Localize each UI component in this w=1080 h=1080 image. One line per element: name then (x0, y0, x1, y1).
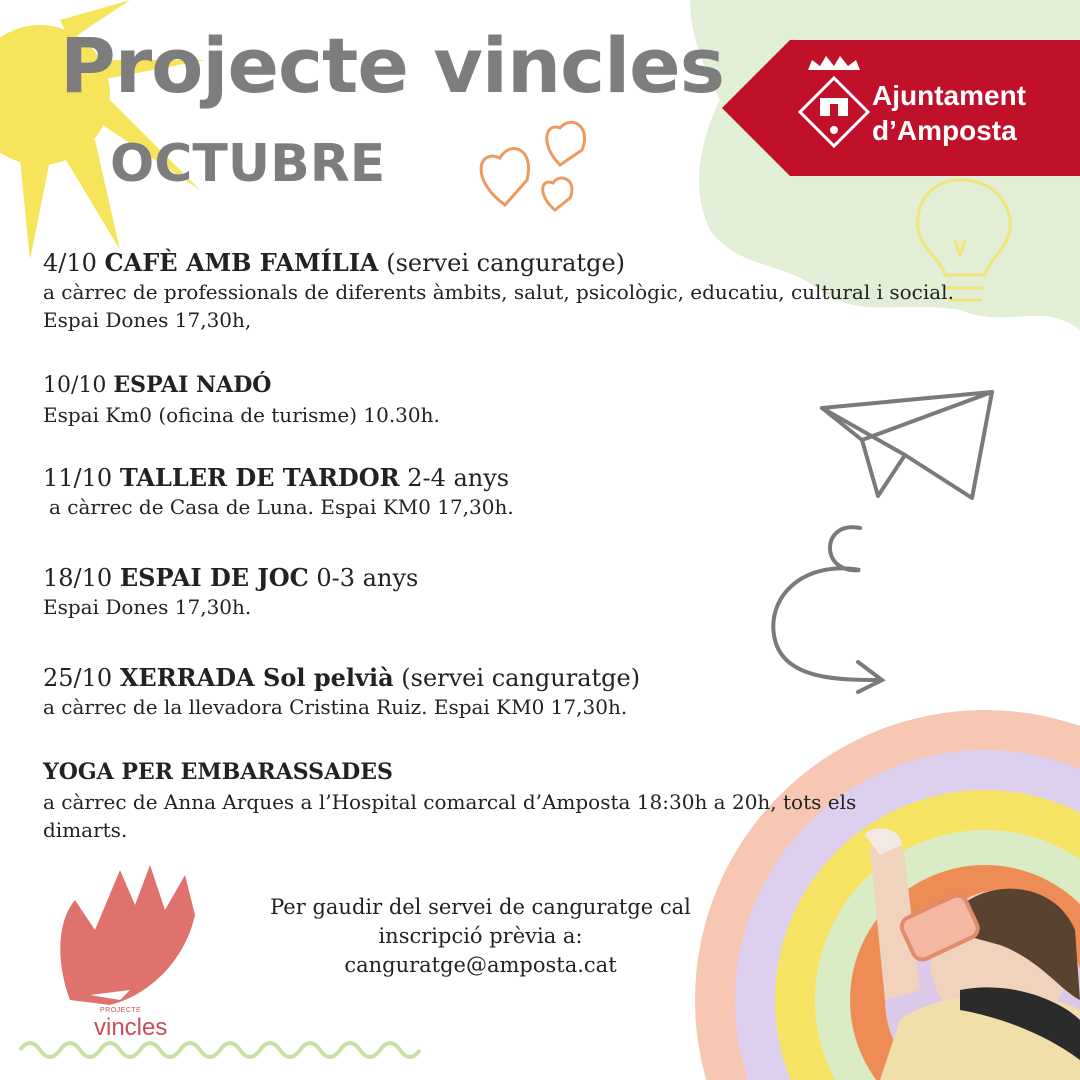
logo-small-text: PROJECTE (100, 1007, 142, 1014)
footer-note: Per gaudir del servei de canguratge cal inscripció prèvia a: canguratge@amposta.cat (270, 895, 691, 977)
event-extra: (servei canguratge) (401, 664, 641, 692)
hearts-icon (481, 122, 584, 210)
municipality-line2: d’Amposta (872, 115, 1017, 146)
event-date: 10/10 (43, 373, 107, 398)
event-heading (43, 248, 1003, 278)
event-description: Espai Dones 17,30h. (43, 595, 252, 619)
event-name: ESPAI NADÓ (113, 372, 272, 398)
event-name: YOGA PER EMBARASSADES (43, 759, 393, 785)
green-squiggle (20, 1043, 420, 1057)
event-heading (43, 370, 1003, 401)
page-subtitle: OCTUBRE (110, 134, 386, 194)
event-description: a càrrec de Anna Arques a l’Hospital comarcal d’Amposta 18:30h a 20h, tots els dimarts. (43, 790, 857, 842)
event-extra: (servei canguratge) (386, 249, 626, 277)
event-extra: 2-4 anys (407, 464, 510, 492)
event-item (43, 370, 1003, 429)
event-description: a càrrec de professionals de diferents àmbits, salut, psicològic, educatiu, cultural i social. Espai Dones 17,30h, (43, 280, 954, 332)
event-item (43, 563, 1003, 621)
event-heading (43, 757, 943, 788)
event-date: 4/10 (43, 249, 97, 277)
event-item (43, 663, 1003, 721)
event-name: CAFÈ AMB FAMÍLIA (104, 248, 379, 277)
event-description: a càrrec de la llevadora Cristina Ruiz. Espai KM0 17,30h. (43, 695, 628, 719)
event-item (43, 248, 1003, 334)
event-heading (43, 563, 1003, 593)
event-name: XERRADA Sol pelvià (119, 663, 394, 692)
event-name: TALLER DE TARDOR (119, 463, 400, 492)
hands-logo-icon (60, 865, 195, 1005)
page-title: Projecte vincles (60, 21, 724, 110)
event-extra: 0-3 anys (316, 564, 419, 592)
municipality-name (872, 78, 1026, 148)
event-date: 25/10 (43, 664, 113, 692)
event-item (43, 757, 943, 844)
municipality-line1: Ajuntament (872, 80, 1026, 111)
event-date: 18/10 (43, 564, 113, 592)
event-date: 11/10 (43, 464, 113, 492)
event-name: ESPAI DE JOC (119, 563, 309, 592)
event-heading (43, 663, 1003, 693)
logo-wordmark: vincles (94, 1014, 168, 1041)
event-item (43, 463, 1003, 521)
event-heading (43, 463, 1003, 493)
event-description: a càrrec de Casa de Luna. Espai KM0 17,30h. (49, 495, 514, 519)
event-description: Espai Km0 (oficina de turisme) 10.30h. (43, 403, 440, 427)
